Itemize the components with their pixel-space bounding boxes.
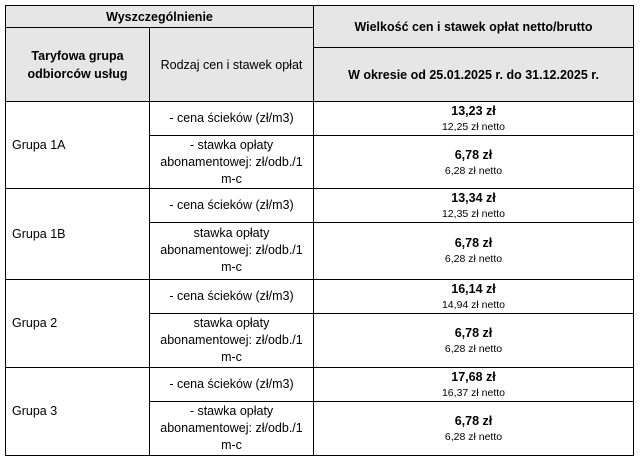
table-row [6,102,634,136]
gross-price: 6,78 zł [454,325,493,340]
price-value-cell [314,401,634,455]
gross-price: 6,78 zł [454,413,493,428]
header-wyszczegolnienie: Wyszczególnienie [6,6,314,28]
gross-price: 6,78 zł [454,236,493,251]
table-row [6,367,634,401]
table-row [6,189,634,223]
price-kind-cell: stawka opłaty abonamentowej: zł/odb./1 m-c [150,223,314,279]
gross-price: 13,34 zł [451,191,496,206]
price-value-cell [314,102,634,136]
group-name-cell: Grupa 3 [6,367,150,455]
price-kind-cell: - cena ścieków (zł/m3) [150,367,314,401]
group-name-cell: Grupa 1A [6,102,150,189]
price-kind-cell: - stawka opłaty abonamentowej: zł/odb./1 m-c [150,136,314,189]
net-price: 6,28 zł netto [444,253,503,266]
gross-price: 13,23 zł [451,104,496,119]
gross-price: 16,14 zł [451,281,496,296]
header-rodzaj: Rodzaj cen i stawek opłat [150,28,314,102]
net-price: 12,25 zł netto [441,121,506,134]
net-price: 6,28 zł netto [444,164,503,177]
header-okres: W okresie od 25.01.2025 r. do 31.12.2025 r. [314,48,634,102]
gross-price: 6,78 zł [454,147,493,162]
table-row [6,279,634,313]
price-value-cell [314,313,634,367]
group-name-cell: Grupa 1B [6,189,150,279]
price-kind-cell: - stawka opłaty abonamentowej: zł/odb./1 m-c [150,401,314,455]
net-price: 16,37 zł netto [441,386,506,399]
header-taryfowa-grupa: Taryfowa grupa odbiorców usług [6,28,150,102]
price-kind-cell: - cena ścieków (zł/m3) [150,279,314,313]
price-value-cell [314,136,634,189]
tariff-table [5,5,634,456]
price-kind-cell: stawka opłaty abonamentowej: zł/odb./1 m-c [150,313,314,367]
net-price: 12,35 zł netto [441,208,506,221]
header-row-1 [6,6,634,28]
header-wielkosc: Wielkość cen i stawek opłat netto/brutto [314,6,634,48]
price-kind-cell: - cena ścieków (zł/m3) [150,102,314,136]
gross-price: 17,68 zł [451,369,496,384]
price-value-cell [314,223,634,279]
price-value-cell [314,279,634,313]
group-name-cell: Grupa 2 [6,279,150,367]
net-price: 6,28 zł netto [444,430,503,443]
price-value-cell [314,189,634,223]
net-price: 14,94 zł netto [441,298,506,311]
price-kind-cell: - cena ścieków (zł/m3) [150,189,314,223]
net-price: 6,28 zł netto [444,342,503,355]
price-value-cell [314,367,634,401]
